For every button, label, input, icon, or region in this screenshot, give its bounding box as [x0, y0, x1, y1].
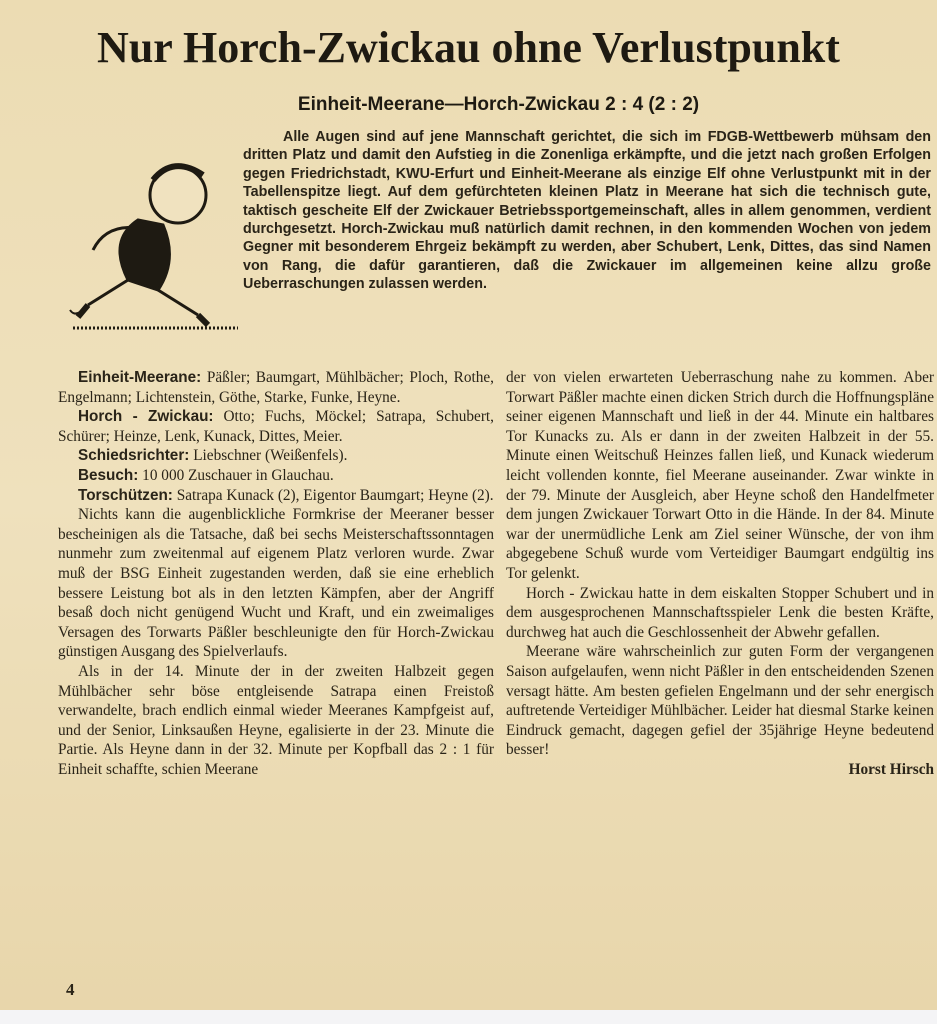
body-paragraph: Horch - Zwickau hatte in dem eiskalten Stopper Schubert und in dem ausgesprochenen Mannschaftsspieler Lenk die besten Kräfte, durchweg hat auch die Geschlossenheit der Abwehr gefallen. — [506, 584, 934, 641]
body-paragraph: Meerane wäre wahrscheinlich zur guten Form der vergangenen Saison aufgelaufen, wenn nicht Päßler in den entscheidenden Szenen versagt hätte. Am besten gefielen Engelmann und der sehr energisch auftretende Verteidiger Mühlbächer. Leider hat diesmal Starke keinen Eindruck gemacht, dagegen gefiel der 35jährige Heyne bedeutend besser! — [506, 643, 934, 759]
fact-text: Satrapa Kunack (2), Eigentor Baumgart; Heyne (2). — [172, 486, 494, 504]
fact-label: Besuch: — [78, 466, 139, 484]
lineup-meerane — [58, 368, 494, 407]
attendance — [58, 466, 494, 486]
intro-paragraph: Alle Augen sind auf jene Mannschaft gerichtet, die sich im FDGB-Wettbewerb mühsam den dritten Platz und damit den Aufstieg in die Zonenliga erkämpfte, und die jetzt nach großen Erfolgen gegen Friedrichstadt, KWU-Erfurt und Einheit-Meerane als einzige Elf ohne Verlustpunkt mit in der Tabellenspitze liegt. Auf dem gefürchteten kleinen Platz in Meerane hat sich die technisch gute, taktisch gescheite Elf der Zwickauer Betriebssportgemeinschaft, alles in allem genommen, verdient durchgesetzt. Horch-Zwickau muß natürlich damit rechnen, in den kommenden Wochen von jedem Gegner mit besonderem Ehrgeiz bekämpft zu werden, aber Schubert, Lenk, Dittes, das sind Namen von Rang, die dafür garantieren, daß die Zwickauer im allgemeinen keine allzu große Ueberraschungen zulassen werden. — [243, 129, 931, 293]
body-paragraph: der von vielen erwarteten Ueberraschung nahe zu kommen. Aber Torwart Päßler machte einen dicken Strich durch die Hoffnungspläne seiner eigenen Mannschaft und ließ in der 44. Minute ein haltbares Tor Kunacks zu. Als er dann in der zweiten Halbzeit in der 55. Minute einen Weitschuß Heinzes fallen ließ, und Kunack wiederum leicht vollenden konnte, fiel Meerane auseinander. Zwar winkte in der 79. Minute der Ausgleich, aber Heyne schoß den Handelfmeter dem jungen Zwickauer Torwart Otto in die Hände. In der 84. Minute war der unermüdliche Lenk am Ziel seiner Wünsche, der von ihm abgegebene Schuß wurde vom Verteidiger Baumgart endgültig ins Tor gelenkt. — [506, 369, 934, 582]
left-column — [58, 368, 494, 779]
referee — [58, 446, 494, 466]
footballer-cartoon-illustration — [68, 150, 238, 335]
page-number: 4 — [66, 980, 75, 999]
fact-text: 10 000 Zuschauer in Glauchau. — [138, 466, 334, 484]
fact-text: Otto; Fuchs, Möckel; Satrapa, Schubert, Schürer; Heinze, Lenk, Kunack, Dittes, Meier. — [58, 408, 494, 445]
author-byline: Horst Hirsch — [848, 760, 934, 778]
body-paragraph: Nichts kann die augenblickliche Formkrise der Meeraner besser bescheinigen als die Tatsache, daß bei sechs Meisterschaftssonntagen nunmehr zum zweitenmal auf eigenem Platz verloren wurde. Zwar muß der BSG Einheit zugestanden werden, daß sie eine erheblich bessere Leistung bot als in den letzten Kämpfen, aber der Angriff besaß doch nicht genügend Wucht und Kraft, und ein zweimaliges Versagen des Torwarts Päßler beschleunigte den für Horch-Zwickau günstigen Ausgang des Spielverlaufs. — [58, 506, 494, 661]
right-column — [506, 368, 934, 779]
fact-label: Schiedsrichter: — [78, 447, 190, 465]
lineup-zwickau — [58, 407, 494, 446]
fact-text: Päßler; Baumgart, Mühlbächer; Ploch, Rothe, Engelmann; Lichtenstein, Göthe, Starke, Funke, Heyne. — [58, 369, 494, 406]
headline: Nur Horch-Zwickau ohne Verlustpunkt — [97, 23, 840, 72]
fact-label: Torschützen: — [78, 486, 173, 504]
subheadline: Einheit-Meerane—Horch-Zwickau 2 : 4 (2 : 2) — [297, 94, 700, 115]
body-paragraph: Als in der 14. Minute der in der zweiten Halbzeit gegen Mühlbächer sehr böse entgleisende Satrapa einen Freistoß verwandelte, brach endlich einmal wieder Meeranes Kampfgeist auf, und der Senior, Linksaußen Heyne, egalisierte in der 23. Minute die Partie. Als Heyne dann in der 32. Minute per Kopfball das 2 : 1 für Einheit schaffte, schien Meerane — [58, 662, 494, 778]
fact-label: Horch - Zwickau: — [78, 408, 214, 426]
fact-text: Liebschner (Weißenfels). — [189, 447, 348, 465]
goalscorers — [58, 486, 494, 506]
fact-label: Einheit-Meerane: — [78, 369, 202, 386]
scan-border — [0, 1010, 937, 1024]
